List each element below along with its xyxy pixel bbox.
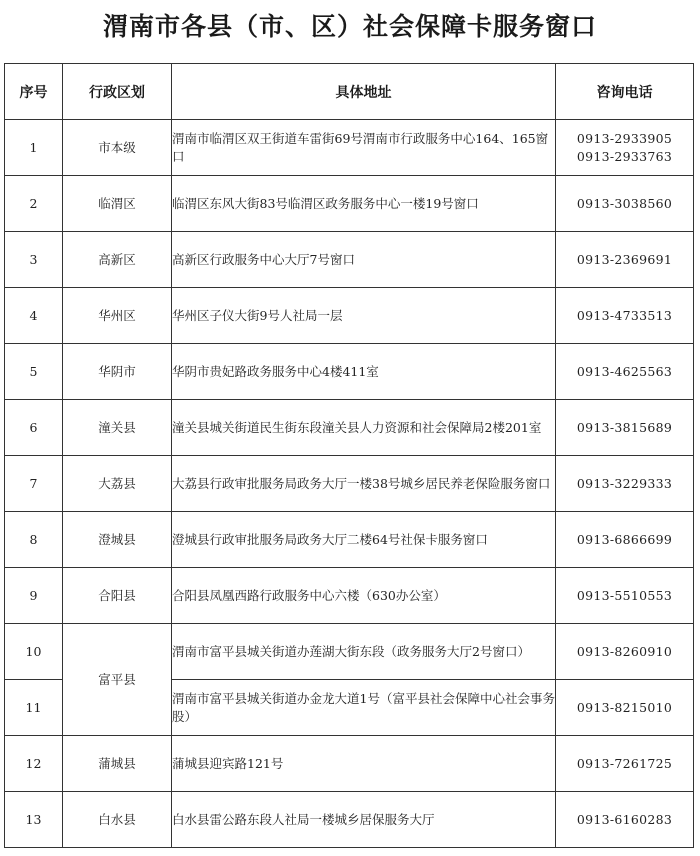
table-row (5, 456, 694, 512)
row-district: 华州区 (63, 288, 172, 344)
row-index: 11 (5, 680, 63, 736)
table-row (5, 400, 694, 456)
phone-number: 0913-2933763 (576, 148, 673, 164)
phone-number: 0913-2369691 (576, 251, 673, 267)
phone-number: 0913-4625563 (576, 363, 673, 379)
row-phone (556, 120, 694, 176)
row-index: 5 (5, 344, 63, 400)
phone-number: 0913-3229333 (576, 475, 673, 491)
header-address: 具体地址 (172, 64, 556, 120)
table-row (5, 120, 694, 176)
row-address: 华州区子仪大街9号人社局一层 (172, 288, 556, 344)
row-district: 大荔县 (63, 456, 172, 512)
row-district: 蒲城县 (63, 736, 172, 792)
row-phone (556, 456, 694, 512)
phone-number: 0913-3038560 (576, 195, 673, 211)
table-row (5, 344, 694, 400)
row-index: 2 (5, 176, 63, 232)
row-phone (556, 736, 694, 792)
row-address: 蒲城县迎宾路121号 (172, 736, 556, 792)
table-row (5, 792, 694, 848)
table-row (5, 512, 694, 568)
row-district: 华阴市 (63, 344, 172, 400)
row-district: 市本级 (63, 120, 172, 176)
phone-number: 0913-6160283 (576, 811, 673, 827)
table-row (5, 288, 694, 344)
row-address: 潼关县城关街道民生街东段潼关县人力资源和社会保障局2楼201室 (172, 400, 556, 456)
page-title: 渭南市各县（市、区）社会保障卡服务窗口 (102, 12, 597, 41)
service-window-table (4, 63, 694, 848)
table-row (5, 624, 694, 680)
row-district: 澄城县 (63, 512, 172, 568)
phone-number: 0913-5510553 (576, 587, 673, 603)
row-address: 高新区行政服务中心大厅7号窗口 (172, 232, 556, 288)
table-header-row (5, 64, 694, 120)
table-body (5, 120, 694, 848)
row-address: 临渭区东风大街83号临渭区政务服务中心一楼19号窗口 (172, 176, 556, 232)
row-address: 华阴市贵妃路政务服务中心4楼411室 (172, 344, 556, 400)
row-index: 10 (5, 624, 63, 680)
row-phone (556, 288, 694, 344)
row-address: 白水县雷公路东段人社局一楼城乡居保服务大厅 (172, 792, 556, 848)
header-index: 序号 (5, 64, 63, 120)
row-phone (556, 344, 694, 400)
row-district: 富平县 (63, 624, 172, 736)
phone-number: 0913-2933905 (576, 130, 673, 146)
phone-number: 0913-8260910 (576, 643, 673, 659)
row-phone (556, 680, 694, 736)
row-district: 高新区 (63, 232, 172, 288)
row-index: 7 (5, 456, 63, 512)
phone-number: 0913-7261725 (576, 755, 673, 771)
phone-number: 0913-6866699 (576, 531, 673, 547)
row-address: 合阳县凤凰西路行政服务中心六楼（630办公室） (172, 568, 556, 624)
row-phone (556, 792, 694, 848)
row-address: 渭南市临渭区双王街道车雷街69号渭南市行政服务中心164、165窗口 (172, 120, 556, 176)
row-phone (556, 400, 694, 456)
row-address: 渭南市富平县城关街道办金龙大道1号（富平县社会保障中心社会事务股） (172, 680, 556, 736)
table-row (5, 736, 694, 792)
row-district: 合阳县 (63, 568, 172, 624)
phone-number: 0913-8215010 (576, 699, 673, 715)
row-index: 8 (5, 512, 63, 568)
row-phone (556, 176, 694, 232)
row-index: 3 (5, 232, 63, 288)
row-address: 大荔县行政审批服务局政务大厅一楼38号城乡居民养老保险服务窗口 (172, 456, 556, 512)
table-row (5, 568, 694, 624)
row-index: 9 (5, 568, 63, 624)
row-phone (556, 232, 694, 288)
row-phone (556, 512, 694, 568)
phone-number: 0913-3815689 (576, 419, 673, 435)
row-phone (556, 568, 694, 624)
row-phone (556, 624, 694, 680)
row-index: 1 (5, 120, 63, 176)
table-row (5, 176, 694, 232)
row-district: 临渭区 (63, 176, 172, 232)
row-index: 6 (5, 400, 63, 456)
header-phone: 咨询电话 (556, 64, 694, 120)
phone-number: 0913-4733513 (576, 307, 673, 323)
row-index: 13 (5, 792, 63, 848)
row-district: 白水县 (63, 792, 172, 848)
row-address: 渭南市富平县城关街道办莲湖大街东段（政务服务大厅2号窗口） (172, 624, 556, 680)
row-index: 12 (5, 736, 63, 792)
row-index: 4 (5, 288, 63, 344)
row-district: 潼关县 (63, 400, 172, 456)
header-district: 行政区划 (63, 64, 172, 120)
table-row (5, 232, 694, 288)
row-address: 澄城县行政审批服务局政务大厅二楼64号社保卡服务窗口 (172, 512, 556, 568)
